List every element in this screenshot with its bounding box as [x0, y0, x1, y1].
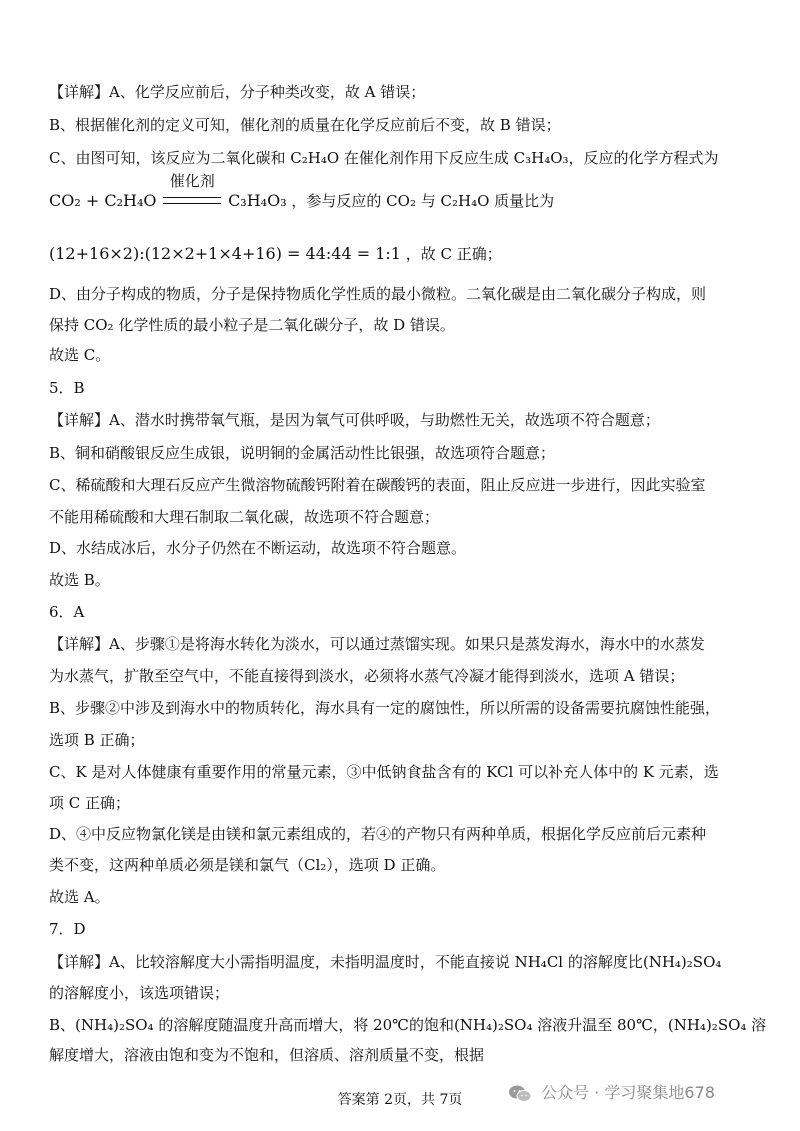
text-line: 故选 A。 [49, 888, 110, 906]
text-line: 的溶解度小，该选项错误； [49, 984, 230, 1002]
text-line: 【详解】A、步骤①是将海水转化为淡水，可以通过蒸馏实现。如果只是蒸发海水，海水中的水蒸发 [49, 635, 705, 653]
text-line: 【详解】A、化学反应前后，分子种类改变，故 A 错误； [49, 83, 426, 101]
equation-product: C₃H₄O₃ [228, 191, 287, 210]
question-number: 7．D [49, 920, 86, 938]
text-line: 项 C 正确； [49, 794, 131, 812]
text-line: 类不变，这两种单质必须是镁和氯气（Cl₂），选项 D 正确。 [49, 856, 446, 874]
question-number: 6．A [49, 603, 85, 621]
equation-reactants: CO₂ + C₂H₄O [49, 191, 157, 210]
text-line: 保持 CO₂ 化学性质的最小粒子是二氧化碳分子，故 D 错误。 [49, 316, 455, 334]
text-line: D、由分子构成的物质，分子是保持物质化学性质的最小微粒。二氧化碳是由二氧化碳分子构成，则 [49, 285, 707, 303]
text-line: C、稀硫酸和大理石反应产生微溶物硫酸钙附着在碳酸钙的表面，阻止反应进一步进行，因此实验室 [49, 476, 706, 494]
text-line: 故选 C。 [49, 346, 111, 364]
text-line: 为水蒸气，扩散至空气中，不能直接得到淡水，必须将水蒸气冷凝才能得到淡水，选项 A 错误； [49, 667, 685, 685]
question-number: 5．B [49, 379, 85, 397]
text-line: B、铜和硝酸银反应生成银，说明铜的金属活动性比银强，故选项符合题意； [49, 444, 556, 462]
text-line: 选项 B 正确； [49, 731, 145, 749]
chemical-equation [49, 172, 555, 216]
watermark [508, 1080, 715, 1104]
page-footer: 答案第 2页，共 7页 [337, 1092, 463, 1108]
text-line: D、④中反应物氯化镁是由镁和氯元素组成的，若④的产物只有两种单质，根据化学反应前后元素种 [49, 825, 707, 843]
text-line: 故选 B。 [49, 571, 110, 589]
text-line: 【详解】A、比较溶解度大小需指明温度，未指明温度时，不能直接说 NH₄Cl 的溶解度比(NH₄)₂SO₄ [49, 953, 722, 971]
equation-arrow [163, 172, 221, 216]
text-line: 【详解】A、潜水时携带氧气瓶，是因为氧气可供呼吸，与助燃性无关，故选项不符合题意； [49, 411, 660, 429]
watermark-text: 公众号 · 学习聚集地678 [541, 1083, 715, 1102]
mass-ratio [49, 240, 502, 268]
text-line: B、根据催化剂的定义可知，催化剂的质量在化学反应前后不变，故 B 错误； [49, 116, 561, 134]
text-line: 解度增大，溶液由饱和变为不饱和，但溶质、溶剂质量不变，根据 [49, 1046, 485, 1064]
wechat-icon [508, 1084, 532, 1104]
equation-catalyst: 催化剂 [169, 172, 215, 190]
text-line: D、水结成冰后，水分子仍然在不断运动，故选项不符合题意。 [49, 539, 467, 557]
mass-ratio-expression: (12+16×2):(12×2+1×4+16) = 44:44 = 1:1 [49, 244, 401, 263]
equation-tail: ，参与反应的 CO₂ 与 C₂H₄O 质量比为 [291, 192, 555, 210]
text-line: B、步骤②中涉及到海水中的物质转化，海水具有一定的腐蚀性，所以所需的设备需要抗腐蚀性能强， [49, 699, 721, 717]
text-line: B、(NH₄)₂SO₄ 的溶解度随温度升高而增大，将 20℃的饱和(NH₄)₂SO₄ 溶液升温至 80℃，(NH₄)₂SO₄ 溶 [49, 1016, 767, 1034]
text-line: C、K 是对人体健康有重要作用的常量元素，③中低钠食盐含有的 KCl 可以补充人体中的 K 元素，选 [49, 763, 719, 781]
text-line: 不能用稀硫酸和大理石制取二氧化碳，故选项不符合题意； [49, 508, 440, 526]
text-line: C、由图可知，该反应为二氧化碳和 C₂H₄O 在催化剂作用下反应生成 C₃H₄O₃，反应的化学方程式为 [49, 149, 719, 167]
mass-ratio-tail: ，故 C 正确； [405, 245, 502, 263]
